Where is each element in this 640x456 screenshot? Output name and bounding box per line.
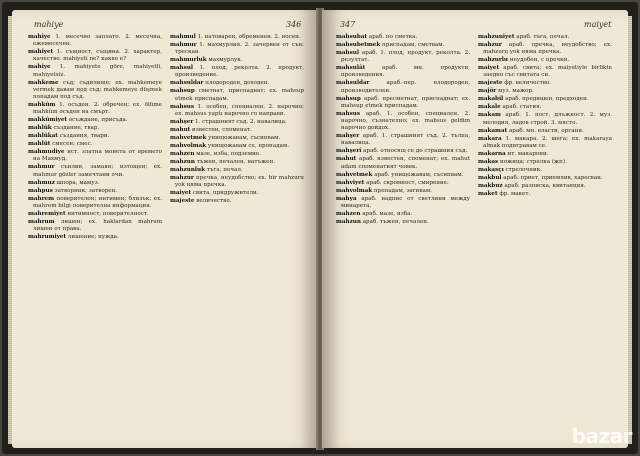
- entry-definition: тъга, печал.: [205, 166, 243, 173]
- entry-definition: стрелочник.: [503, 166, 542, 173]
- entry-headword: mahlûk: [28, 125, 52, 132]
- entry-headword: mahmuz: [28, 179, 55, 186]
- entry-headword: majeste: [170, 198, 195, 205]
- entry-definition: приспадам, сметвам.: [380, 42, 445, 48]
- entry-headword: mahsul: [336, 50, 359, 56]
- entry-headword: mahiyet: [28, 49, 54, 56]
- dictionary-entry: [336, 172, 470, 179]
- entry-headword: makale: [478, 104, 501, 111]
- dictionary-entry: [336, 188, 470, 195]
- page-number-right: 347: [340, 20, 356, 29]
- entry-definition: неудобен, с пречки.: [508, 57, 570, 64]
- dictionary-entry: [170, 119, 304, 126]
- entry-headword: mahsus: [336, 110, 360, 117]
- entry-definition: 1. осъден. 2. обречен; ex. ölüme mahkûm осъден на смърт.: [33, 102, 162, 116]
- dictionary-entry: [28, 164, 162, 178]
- entry-definition: араб. мн. власти, органи.: [507, 127, 584, 134]
- entry-headword: mahzur: [478, 42, 502, 48]
- entry-definition: пречка, неудобство; ex. bir mahzuru yok няма пречка.: [175, 174, 304, 189]
- entry-headword: mahzen: [336, 210, 361, 217]
- entry-headword: mahmurluk: [170, 57, 207, 64]
- dictionary-entry: [336, 50, 470, 64]
- left-page: [12, 10, 318, 448]
- dictionary-entry: [170, 88, 304, 102]
- right-page-column-2: [478, 34, 612, 199]
- dictionary-entry: [336, 133, 470, 147]
- dictionary-entry: [336, 111, 470, 133]
- entry-definition: араб. разписка, квитанция.: [502, 182, 586, 189]
- entry-headword: mahut: [336, 156, 357, 163]
- entry-definition: фр. макет.: [497, 190, 531, 197]
- dictionary-entry: [28, 117, 162, 124]
- entry-headword: maiyet: [170, 190, 192, 197]
- dictionary-entry: [478, 65, 612, 79]
- entry-definition: араб. известен, споменат; ex. mahut adam споменатият човек.: [341, 156, 470, 170]
- dictionary-entry: [336, 180, 470, 187]
- dictionary-entry: [28, 80, 162, 102]
- entry-headword: mahrem: [28, 195, 55, 202]
- dictionary-entry: [478, 34, 612, 41]
- dictionary-entry: [28, 125, 162, 132]
- entry-definition: унищожавам се, пропадам.: [206, 142, 289, 149]
- entry-headword: mahsubat: [336, 34, 367, 40]
- entry-definition: осъждане, присъда.: [67, 117, 128, 124]
- dictionary-entry: [28, 234, 162, 241]
- dictionary-entry: [170, 57, 304, 64]
- dictionary-entry: [478, 88, 612, 95]
- dictionary-entry: [170, 80, 304, 87]
- entry-definition: сметнат, приспаднат; ex. mahsup etmek приспадам.: [175, 88, 304, 102]
- entry-headword: makam: [478, 112, 501, 119]
- entry-definition: смесен; смес.: [50, 141, 93, 148]
- entry-headword: mahsup: [336, 95, 361, 102]
- entry-headword: mahzunluk: [170, 166, 205, 173]
- dictionary-entry: [478, 128, 612, 135]
- entry-definition: араб. 1. пост, длъжност. 2. муз. мелодия, ладов строй. 3. място.: [483, 112, 612, 126]
- dictionary-entry: [478, 136, 612, 150]
- dictionary-entry: [28, 64, 162, 78]
- dictionary-entry: [478, 80, 612, 87]
- dictionary-entry: [170, 42, 304, 56]
- dictionary-entry: [336, 156, 470, 170]
- dictionary-entry: [28, 219, 162, 233]
- entry-headword: mahzurlu: [478, 57, 508, 64]
- entry-definition: ист. златна монета от времето на Махмуд.: [33, 149, 162, 163]
- entry-definition: муз. мажор.: [496, 88, 534, 95]
- entry-definition: мазе, изба, подземие.: [194, 150, 261, 157]
- entry-headword: mahzun: [170, 158, 195, 165]
- dictionary-entry: [478, 159, 612, 166]
- dictionary-entry: [478, 96, 612, 103]
- dictionary-entry: [170, 65, 304, 79]
- page-number-left: 346: [286, 20, 302, 29]
- dictionary-entry: [478, 42, 612, 56]
- dictionary-entry: [170, 175, 304, 189]
- entry-definition: араб. по сметка.: [366, 34, 418, 40]
- right-page: [322, 10, 628, 448]
- entry-headword: makara: [478, 135, 502, 142]
- entry-definition: 1. натоварен, обременен. 2. носен.: [195, 34, 301, 40]
- entry-definition: араб. тъжен, печален.: [360, 218, 429, 225]
- entry-headword: mahkûm: [28, 102, 56, 109]
- dictionary-entry: [478, 175, 612, 182]
- entry-definition: араб. приет, приемлив, харесван.: [501, 174, 603, 181]
- left-page-column-2: [170, 34, 304, 206]
- entry-definition: лишение; нужда.: [66, 234, 119, 241]
- entry-definition: унищожавам, съсипвам.: [206, 134, 281, 141]
- dictionary-entry: [336, 219, 470, 226]
- entry-definition: тъжен, печален, натъжен.: [194, 158, 275, 165]
- entry-headword: mahmur: [28, 164, 55, 171]
- entry-definition: араб. унищожавам, съсипвам.: [372, 171, 464, 178]
- entry-headword: mahsul: [170, 65, 193, 72]
- dictionary-entry: [478, 191, 612, 198]
- entry-headword: mahsuldar: [170, 80, 204, 87]
- entry-headword: mahlût: [28, 141, 51, 148]
- dictionary-entry: [28, 102, 162, 116]
- entry-headword: mahşer: [336, 133, 360, 140]
- entry-definition: араб. тъга, печал.: [514, 34, 570, 40]
- entry-definition: 1. mahiyete göre, mahiyetli, mahiyetsiz.: [33, 64, 162, 78]
- dictionary-entry: [478, 112, 612, 126]
- entry-headword: mahzen: [170, 150, 195, 157]
- entry-headword: mahsus: [170, 103, 194, 110]
- dictionary-entry: [28, 34, 162, 48]
- dictionary-entry: [336, 196, 470, 210]
- running-head-right: maiyet: [584, 20, 612, 29]
- entry-headword: majeste: [478, 80, 503, 87]
- entry-definition: затворник; затворен.: [52, 187, 118, 194]
- entry-definition: поверителен; интимен; близък; ex. mahrem bilgi поверителна информация.: [33, 195, 162, 209]
- entry-definition: араб. пречка, неудобство; ex. mahzuru yok няма пречка.: [483, 42, 612, 56]
- dictionary-entry: [170, 167, 304, 174]
- dictionary-entry: [28, 188, 162, 195]
- entry-definition: араб.-пер. плодороден, производителен.: [341, 80, 470, 94]
- dictionary-entry: [478, 183, 612, 190]
- entry-definition: араб. 1. плод, продукт, реколта. 2. резултат.: [341, 50, 470, 64]
- entry-headword: maket: [478, 190, 498, 197]
- entry-definition: араб. мазе, изба.: [360, 210, 413, 217]
- dictionary-entry: [336, 211, 470, 218]
- entry-headword: makbul: [478, 174, 502, 181]
- dictionary-entry: [336, 34, 470, 41]
- entry-headword: mahmul: [170, 34, 196, 40]
- dictionary-entry: [170, 190, 304, 197]
- entry-definition: араб. мн. продукти, произведения.: [341, 65, 470, 79]
- entry-definition: интимност, поверителност.: [65, 210, 149, 217]
- dictionary-entry: [478, 57, 612, 64]
- entry-definition: шпора, мамуз.: [54, 179, 100, 186]
- entry-headword: mahrumiyet: [28, 234, 67, 241]
- entry-definition: известен, споменат.: [190, 126, 252, 133]
- entry-headword: mahiye: [28, 34, 51, 40]
- entry-headword: mahzun: [336, 218, 361, 225]
- right-page-column-1: [336, 34, 470, 227]
- entry-definition: араб. относящ се до страшния съд.: [361, 148, 468, 155]
- entry-headword: makbuz: [478, 182, 503, 189]
- entry-definition: 1. същност, същина. 2. характер, качество. mahiyeti ne? какво е?: [33, 49, 162, 63]
- dictionary-entry: [28, 149, 162, 163]
- entry-definition: араб. 1. особен, специален. 2. нарочно, съзнателно; ex. mahsus geldim нарочно дойдох.: [341, 110, 470, 132]
- entry-headword: mahkeme: [28, 79, 59, 86]
- dictionary-entry: [170, 143, 304, 150]
- dictionary-entry: [336, 42, 470, 49]
- dictionary-entry: [170, 104, 304, 118]
- entry-headword: makarna: [478, 150, 506, 157]
- dictionary-entry: [336, 65, 470, 79]
- dictionary-entry: [170, 34, 304, 41]
- dictionary-entry: [478, 167, 612, 174]
- dictionary-entry: [28, 133, 162, 140]
- dictionary-entry: [170, 151, 304, 158]
- entry-headword: mahvetmek: [336, 171, 373, 178]
- running-head-left: mahiye: [34, 20, 64, 29]
- entry-headword: mahvetmek: [170, 134, 207, 141]
- entry-headword: mahvolmak: [336, 187, 373, 194]
- entry-definition: 1. плод, реколта. 2. продукт, произведение.: [175, 65, 304, 79]
- entry-headword: makabil: [478, 96, 504, 103]
- dictionary-entry: [170, 159, 304, 166]
- entry-headword: mahkûmiyet: [28, 117, 67, 124]
- entry-headword: mahmudiye: [28, 149, 65, 156]
- entry-definition: 1. махмурлия. 2. зачервен от сън; трескав.: [175, 42, 304, 56]
- entry-definition: създания, твари.: [57, 133, 110, 140]
- entry-headword: mahrum: [28, 218, 55, 225]
- entry-definition: лишен; ex. haklardan mahrum лишен от права.: [33, 218, 162, 233]
- entry-definition: араб. 1. страшният съд. 2. тълпа, навалица.: [341, 133, 470, 147]
- entry-definition: араб. скромност, смирение.: [364, 179, 449, 186]
- entry-headword: mahşerî: [336, 148, 362, 155]
- dictionary-entry: [478, 104, 612, 111]
- entry-headword: mahsubetmek: [336, 42, 381, 48]
- watermark-logo: [572, 424, 632, 448]
- entry-definition: сънлив, замаян; изтощен; ex. mahmur gözler замечтани очи.: [33, 164, 162, 178]
- entry-headword: mahsuldar: [336, 80, 370, 87]
- entry-headword: mahpus: [28, 187, 53, 194]
- entry-headword: makas: [478, 158, 499, 165]
- dictionary-entry: [28, 141, 162, 148]
- entry-definition: араб. надпис от светлини между минарета.: [341, 195, 470, 209]
- left-page-column-1: [28, 34, 162, 242]
- dictionary-entry: [28, 196, 162, 210]
- dictionary-entry: [336, 96, 470, 110]
- entry-definition: създание, твар.: [51, 125, 100, 132]
- entry-headword: mahzur: [170, 174, 194, 181]
- entry-headword: mahsulât: [336, 65, 366, 72]
- entry-definition: съд; съдилище; ex. mahkemeye vermek давам под съд; mahkemeye düşmek попадам под съд.: [33, 79, 162, 101]
- entry-headword: makamat: [478, 127, 508, 134]
- entry-headword: mahsup: [170, 88, 195, 95]
- entry-definition: 1. месечно заплато. 2. месечна, ежемесечен.: [33, 34, 162, 48]
- dictionary-entry: [336, 148, 470, 155]
- entry-headword: mahşer: [170, 118, 194, 125]
- entry-headword: maiyet: [478, 65, 500, 72]
- entry-headword: mahzuniyet: [478, 34, 515, 40]
- dictionary-entry: [336, 80, 470, 94]
- entry-headword: mahviyet: [336, 179, 365, 186]
- entry-headword: majör: [478, 88, 497, 95]
- dictionary-entry: [170, 127, 304, 134]
- entry-definition: свита, придружители.: [191, 190, 259, 197]
- entry-definition: араб. статия.: [500, 104, 542, 111]
- entry-definition: 1. особен, специален. 2. нарочно; ex. mahsus yaptı нарочно го направи.: [175, 103, 304, 117]
- dictionary-entry: [170, 198, 304, 205]
- entry-definition: араб. пресметнат, приспаднат; ex. mahsup etmek приспадам.: [341, 95, 470, 109]
- entry-definition: плодороден, доходен.: [203, 80, 270, 87]
- entry-headword: makasçı: [478, 166, 504, 173]
- entry-definition: величество.: [194, 198, 232, 205]
- dictionary-entry: [28, 180, 162, 187]
- entry-headword: mahya: [336, 195, 357, 202]
- entry-definition: араб. свита; ex. maiyetiyle birlikte заедно със свитата си.: [483, 65, 612, 79]
- entry-definition: махмурлук.: [206, 57, 243, 64]
- entry-headword: mahlûkat: [28, 133, 58, 140]
- page-edge-right: [628, 16, 632, 444]
- watermark-text: bazar: [571, 424, 632, 448]
- dictionary-entry: [170, 135, 304, 142]
- entry-headword: mahut: [170, 126, 191, 133]
- entry-definition: фр. величество.: [502, 80, 551, 87]
- dictionary-entry: [28, 49, 162, 63]
- entry-headword: mahremiyet: [28, 210, 66, 217]
- entry-headword: mahvolmak: [170, 142, 207, 149]
- entry-definition: араб. предишен, предходен.: [503, 96, 589, 103]
- dictionary-entry: [478, 151, 612, 158]
- entry-definition: ит. макарони.: [505, 150, 549, 157]
- entry-definition: ножица; стрелка (жп).: [498, 158, 567, 165]
- entry-definition: 1. страшният съд. 2. навалица.: [193, 118, 287, 125]
- entry-headword: mahmur: [170, 42, 197, 48]
- entry-definition: пропадам, загивам.: [372, 187, 433, 194]
- entry-definition: 1. макара. 2. шега; ex. makaraya almak подигравам се.: [483, 135, 612, 149]
- entry-headword: mahiye: [28, 64, 51, 71]
- dictionary-entry: [28, 211, 162, 218]
